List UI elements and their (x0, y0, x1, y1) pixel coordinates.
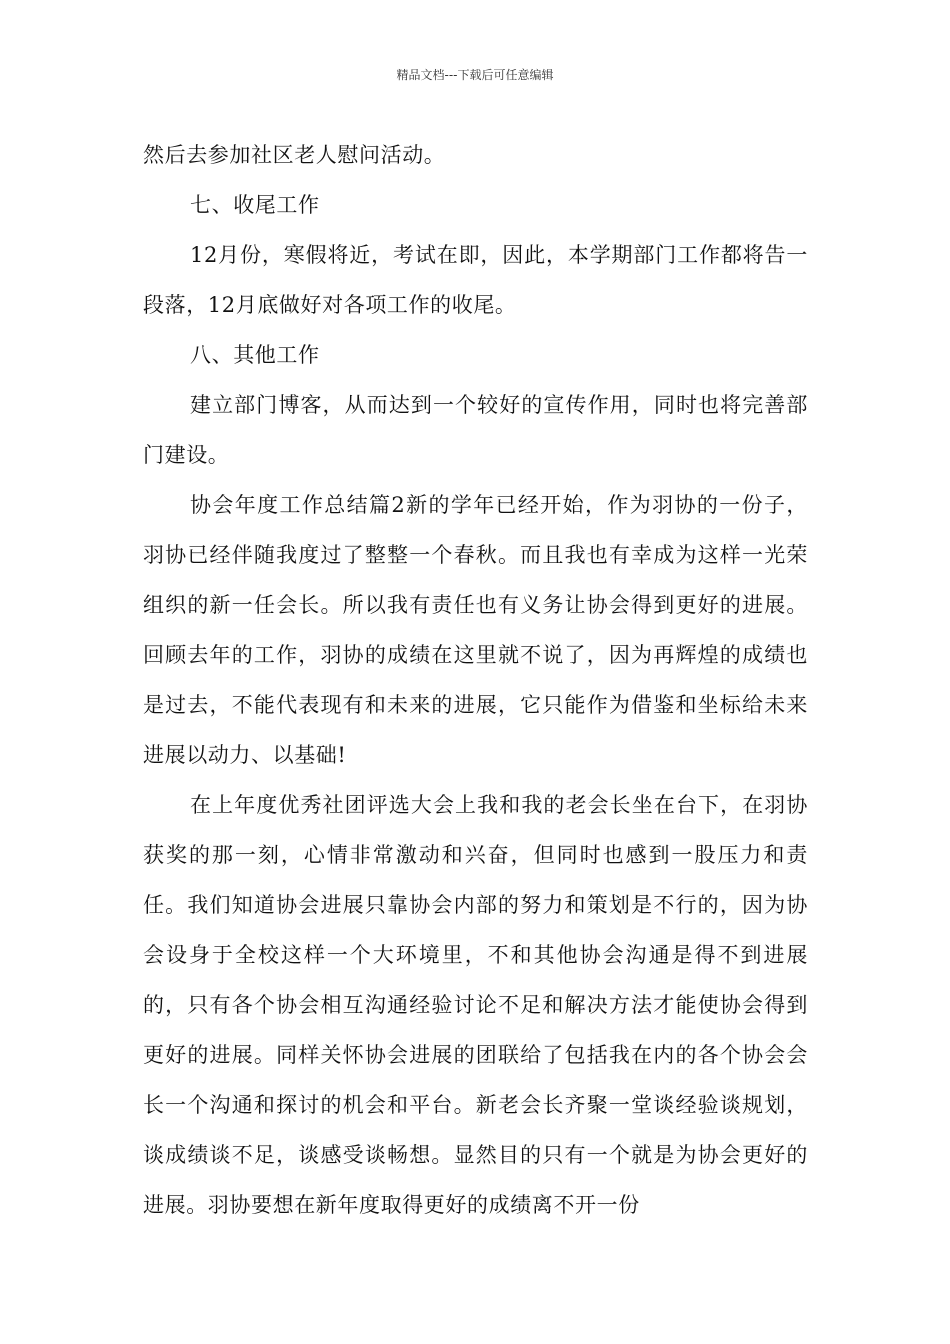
paragraph: 协会年度工作总结篇2新的学年已经开始，作为羽协的一份子，羽协已经伴随我度过了整整一个春秋。而且我也有幸成为这样一光荣组织的新一任会长。所以我有责任也有义务让协会得到更好的进展。回顾去年的工作，羽协的成绩在这里就不说了，因为再辉煌的成绩也是过去，不能代表现有和未来的进展，它只能作为借鉴和坐标给未来进展以动力、以基础! (143, 493, 808, 767)
paragraph: 12月份，寒假将近，考试在即，因此，本学期部门工作都将告一段落，12月底做好对各项工作的收尾。 (143, 243, 808, 317)
page-header: 精品文档---下载后可任意编辑 (396, 68, 554, 82)
paragraph: 在上年度优秀社团评选大会上我和我的老会长坐在台下，在羽协获奖的那一刻，心情非常激动和兴奋，但同时也感到一股压力和责任。我们知道协会进展只靠协会内部的努力和策划是不行的，因为协会设身于全校这样一个大环境里，不和其他协会沟通是得不到进展的，只有各个协会相互沟通经验讨论不足和解决方法才能使协会得到更好的进展。同样关怀协会进展的团联给了包括我在内的各个协会会长一个沟通和探讨的机会和平台。新老会长齐聚一堂谈经验谈规划，谈成绩谈不足，谈感受谈畅想。显然目的只有一个就是为协会更好的进展。羽协要想在新年度取得更好的成绩离不开一份 (143, 793, 808, 1217)
paragraph: 然后去参加社区老人慰问活动。 (143, 143, 446, 167)
section-heading: 七、收尾工作 (190, 193, 320, 217)
paragraph: 建立部门博客，从而达到一个较好的宣传作用，同时也将完善部门建设。 (143, 393, 808, 467)
section-heading: 八、其他工作 (190, 343, 320, 367)
document-body (143, 130, 808, 1230)
